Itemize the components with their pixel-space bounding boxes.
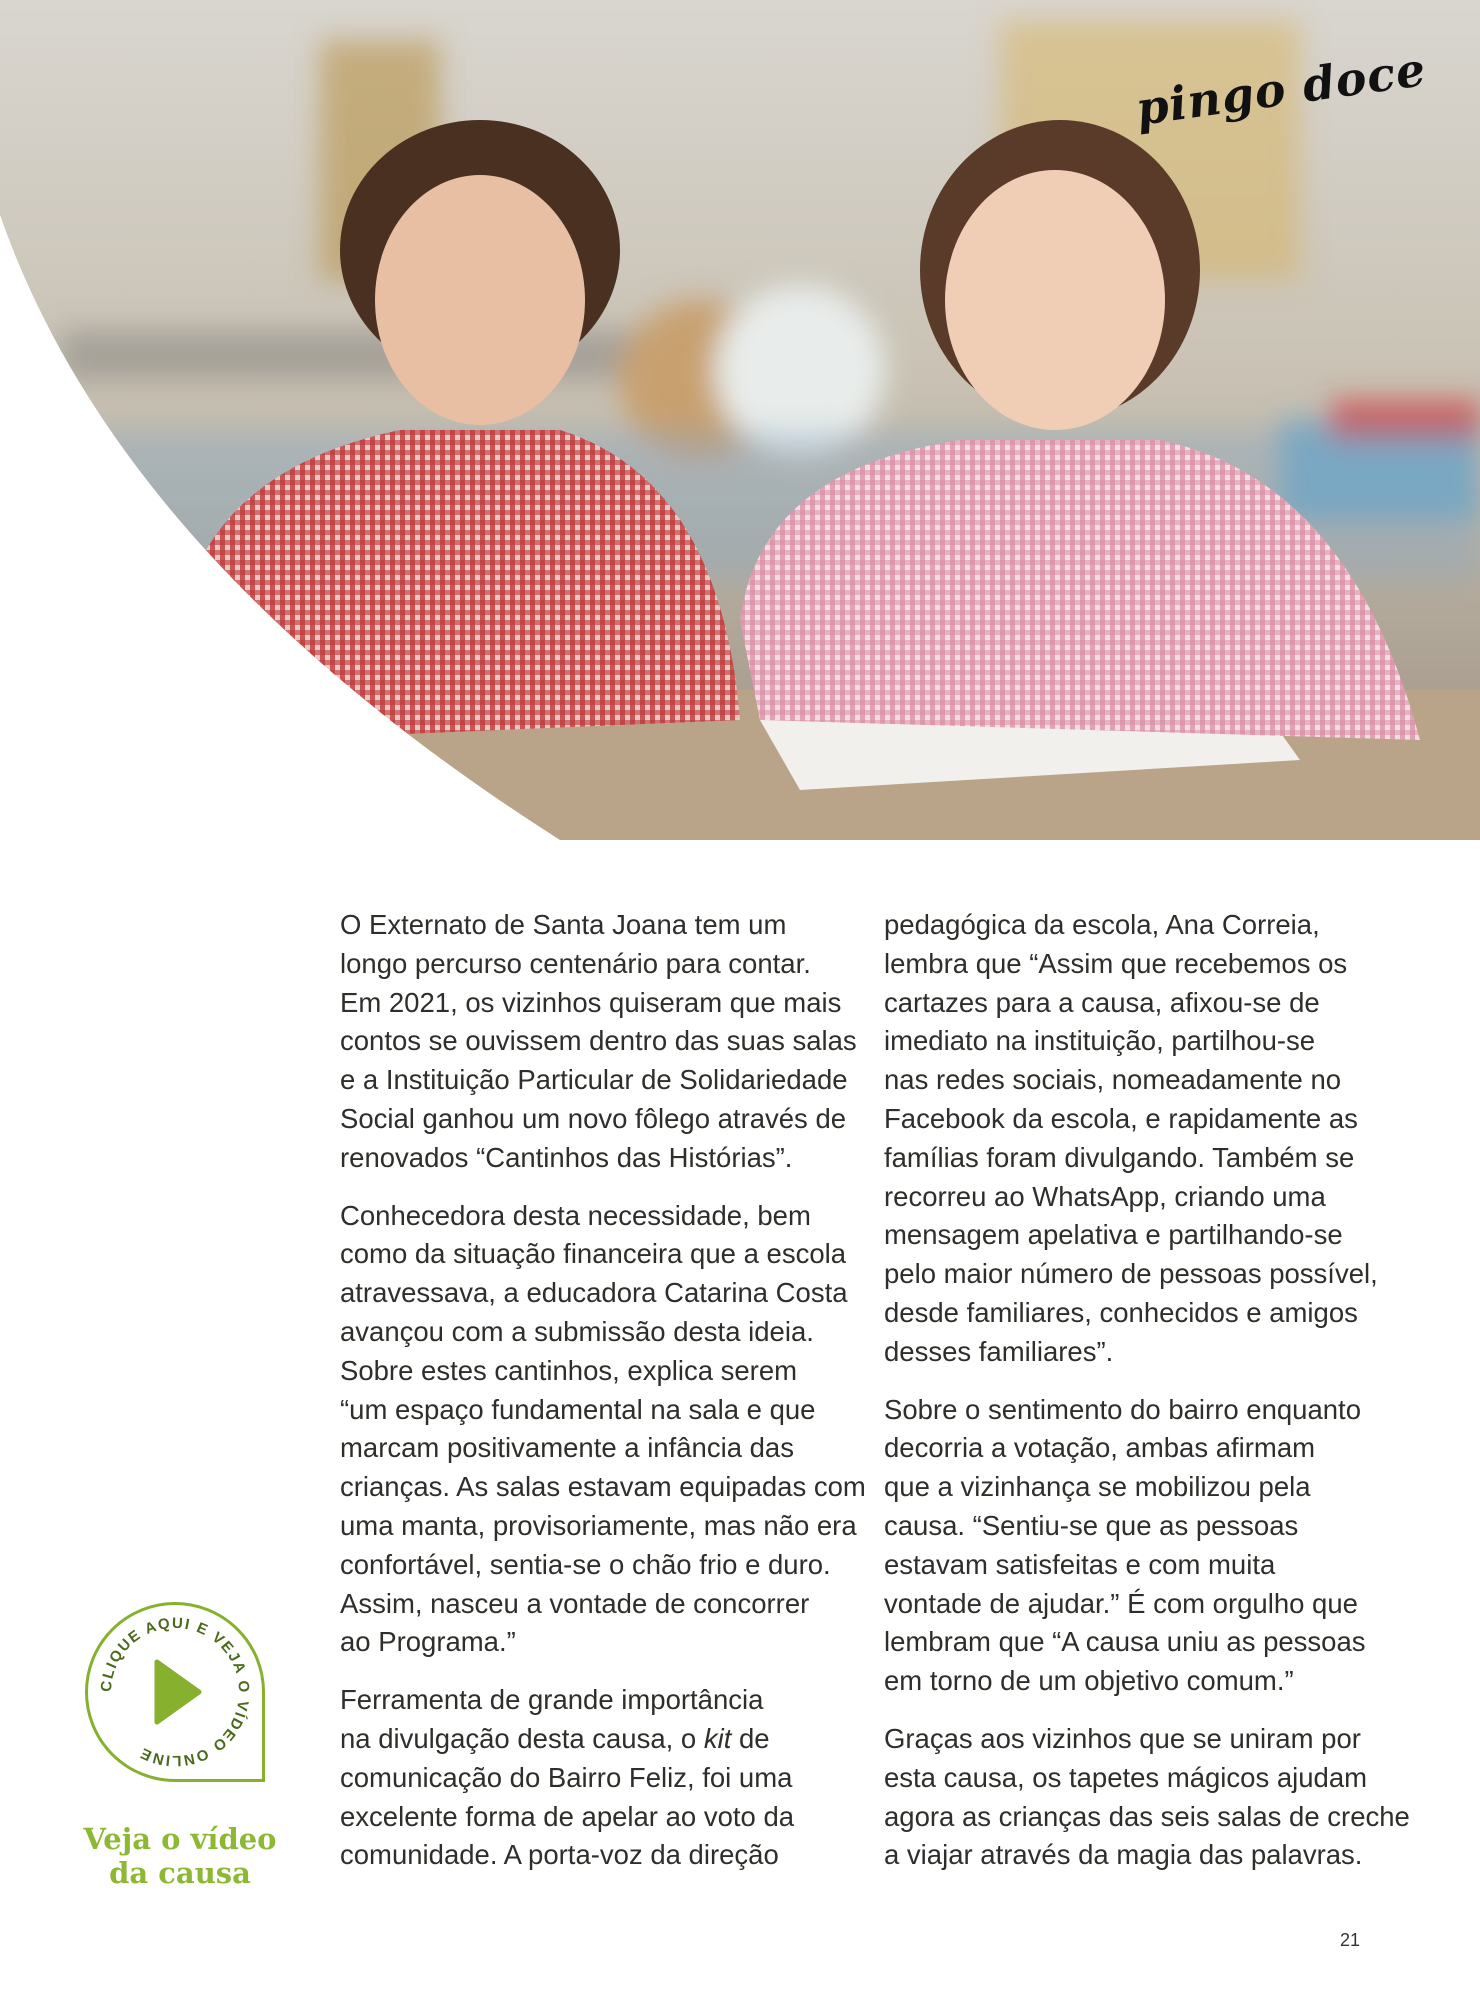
- text-line: decorria a votação, ambas afirmam: [884, 1432, 1316, 1464]
- text-line: Facebook da escola, e rapidamente as: [884, 1102, 1358, 1134]
- pingo-doce-logo: pingo doce: [1132, 41, 1430, 137]
- text-line: comunicação do Bairro Feliz, foi uma: [340, 1761, 793, 1793]
- text-line: nas redes sociais, nomeadamente no: [884, 1064, 1342, 1096]
- text-line: comunidade. A porta-voz da direção: [340, 1839, 779, 1871]
- article-right-column: [884, 906, 1410, 1894]
- article-left-column: [340, 906, 866, 1894]
- paragraph: [340, 1681, 860, 1875]
- text-line: imediato na instituição, partilhou-se: [884, 1025, 1316, 1057]
- text-line: a viajar através da magia das palavras.: [884, 1839, 1363, 1871]
- text-line: causa. “Sentiu-se que as pessoas: [884, 1509, 1299, 1541]
- badge-ring-text: CLIQUE AQUI E VEJA O VÍDEO ONLINE: [97, 1614, 253, 1770]
- text-line: O Externato de Santa Joana tem um: [340, 909, 787, 940]
- text-line: avançou com a submissão desta ideia.: [340, 1315, 814, 1347]
- video-title-line2: da causa: [109, 1856, 251, 1890]
- text-line: renovados “Cantinhos das Histórias”.: [340, 1141, 793, 1173]
- video-title-line1: Veja o vídeo: [83, 1822, 277, 1856]
- hero-photo: [0, 0, 1480, 840]
- text-line: estavam satisfeitas e com muita: [884, 1548, 1276, 1580]
- paragraph: [884, 1720, 1410, 1875]
- text-line: como da situação financeira que a escola: [340, 1238, 847, 1270]
- text-line: ao Programa.”: [340, 1626, 516, 1658]
- text-line: em torno de um objetivo comum.”: [884, 1665, 1294, 1697]
- text-line: que a vizinhança se mobilizou pela: [884, 1471, 1311, 1503]
- text-line: mensagem apelativa e partilhando-se: [884, 1219, 1343, 1251]
- text-line: lembram que “A causa uniu as pessoas: [884, 1626, 1366, 1658]
- text-line: Social ganhou um novo fôlego através de: [340, 1102, 847, 1134]
- text-line: confortável, sentia-se o chão frio e duro.: [340, 1548, 831, 1580]
- text-line: famílias foram divulgando. Também se: [884, 1141, 1355, 1173]
- paragraph: [884, 906, 1384, 1372]
- text-line: Graças aos vizinhos que se uniram por: [884, 1722, 1361, 1754]
- text-line: pedagógica da escola, Ana Correia,: [884, 909, 1320, 940]
- paragraph: [884, 1391, 1384, 1701]
- video-badge-graphic: [85, 1602, 265, 1782]
- text-line: esta causa, os tapetes mágicos ajudam: [884, 1761, 1368, 1793]
- text-line: desses familiares”.: [884, 1335, 1114, 1367]
- text-line: recorreu ao WhatsApp, criando uma: [884, 1180, 1326, 1212]
- italic-term: kit: [703, 1722, 732, 1754]
- text-line: desde familiares, conhecidos e amigos: [884, 1296, 1358, 1328]
- text-segment: na divulgação desta causa, o: [340, 1722, 704, 1754]
- text-line: e a Instituição Particular de Solidariedade: [340, 1064, 848, 1096]
- paragraph: [340, 1197, 866, 1663]
- text-line: Ferramenta de grande importância: [340, 1684, 764, 1716]
- text-line: crianças. As salas estavam equipadas com: [340, 1471, 866, 1503]
- video-badge-title[interactable]: [60, 1822, 300, 1890]
- paragraph: [340, 906, 860, 1178]
- text-line: lembra que “Assim que recebemos os: [884, 947, 1348, 979]
- text-segment: de: [731, 1722, 770, 1754]
- page-number: 21: [1340, 1930, 1361, 1950]
- text-line: vontade de ajudar.” É com orgulho que: [884, 1587, 1358, 1619]
- text-line: marcam positivamente a infância das: [340, 1432, 794, 1464]
- watch-video-button[interactable]: [85, 1602, 265, 1782]
- text-line: [340, 1720, 860, 1759]
- text-line: uma manta, provisoriamente, mas não era: [340, 1509, 857, 1541]
- text-line: Conhecedora desta necessidade, bem: [340, 1199, 811, 1231]
- text-line: Sobre estes cantinhos, explica serem: [340, 1354, 798, 1386]
- text-line: contos se ouvissem dentro das suas salas: [340, 1025, 857, 1057]
- text-line: Assim, nasceu a vontade de concorrer: [340, 1587, 810, 1619]
- text-line: pelo maior número de pessoas possível,: [884, 1258, 1378, 1290]
- text-line: agora as crianças das seis salas de creche: [884, 1800, 1410, 1832]
- text-line: cartazes para a causa, afixou-se de: [884, 986, 1320, 1018]
- text-line: “um espaço fundamental na sala e que: [340, 1393, 816, 1425]
- text-line: atravessava, a educadora Catarina Costa: [340, 1277, 848, 1309]
- text-line: Sobre o sentimento do bairro enquanto: [884, 1393, 1361, 1425]
- play-icon: [157, 1662, 199, 1722]
- text-line: longo percurso centenário para contar.: [340, 947, 811, 979]
- text-line: excelente forma de apelar ao voto da: [340, 1800, 795, 1832]
- text-line: Em 2021, os vizinhos quiseram que mais: [340, 986, 842, 1018]
